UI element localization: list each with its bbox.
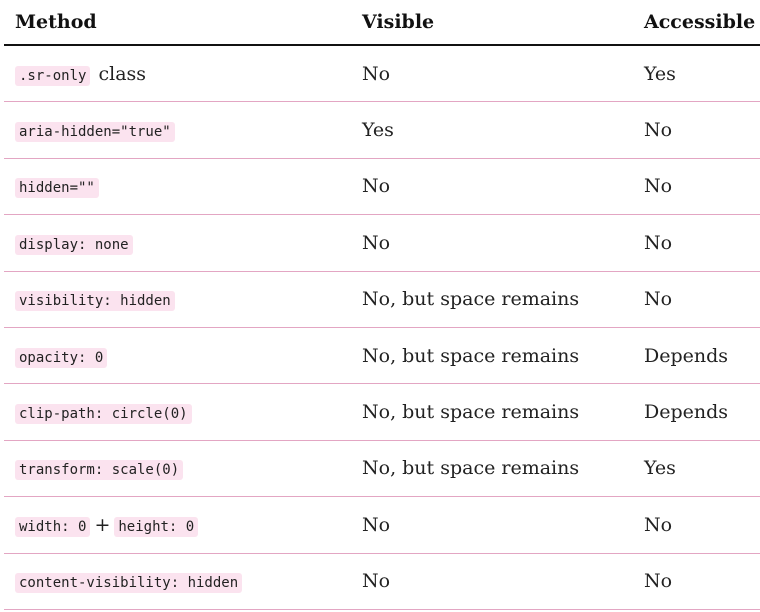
accessible-cell: Depends (644, 401, 729, 424)
method-cell (4, 232, 362, 254)
table-header (4, 0, 760, 46)
accessible-cell: Depends (644, 344, 729, 367)
method-code: .sr-only (15, 66, 90, 86)
table-row (4, 159, 760, 215)
accessible-cell: No (644, 119, 673, 142)
table-row (4, 46, 760, 102)
visible-cell: Yes (362, 119, 394, 142)
method-cell (4, 119, 362, 141)
method-cell (4, 570, 362, 592)
method-code: hidden="" (15, 178, 99, 198)
accessible-cell: No (644, 175, 673, 198)
accessible-cell: No (644, 288, 673, 311)
table-row (4, 554, 760, 610)
method-code: visibility: hidden (15, 291, 175, 311)
method-suffix: class (98, 62, 147, 85)
accessible-cell: No (644, 513, 673, 536)
comparison-table (4, 0, 760, 610)
method-joiner: + (94, 513, 111, 536)
visible-cell: No, but space remains (362, 401, 580, 424)
method-cell (4, 288, 362, 310)
method-code: clip-path: circle(0) (15, 404, 192, 424)
visible-cell: No (362, 62, 391, 85)
accessible-cell: No (644, 231, 673, 254)
method-cell (4, 457, 362, 479)
visible-cell: No, but space remains (362, 457, 580, 480)
method-code: display: none (15, 235, 133, 255)
method-code: content-visibility: hidden (15, 573, 242, 593)
method-cell (4, 514, 362, 536)
visible-cell: No, but space remains (362, 288, 580, 311)
method-cell (4, 401, 362, 423)
accessible-cell: No (644, 570, 673, 593)
method-code: width: 0 (15, 517, 90, 537)
method-cell (4, 63, 362, 85)
table-row (4, 272, 760, 328)
method-code: opacity: 0 (15, 348, 107, 368)
visible-cell: No (362, 570, 391, 593)
table-row (4, 328, 760, 384)
method-code-secondary: height: 0 (114, 517, 198, 537)
header-visible: Visible (362, 11, 435, 33)
method-cell (4, 345, 362, 367)
accessible-cell: Yes (644, 62, 676, 85)
visible-cell: No (362, 175, 391, 198)
method-code: transform: scale(0) (15, 460, 183, 480)
header-accessible: Accessible (644, 11, 756, 33)
table-row (4, 441, 760, 497)
visible-cell: No (362, 513, 391, 536)
table-row (4, 102, 760, 158)
visible-cell: No (362, 231, 391, 254)
visible-cell: No, but space remains (362, 344, 580, 367)
header-method: Method (15, 11, 97, 33)
table-row (4, 384, 760, 440)
method-code: aria-hidden="true" (15, 122, 175, 142)
table-row (4, 215, 760, 271)
accessible-cell: Yes (644, 457, 676, 480)
table-row (4, 497, 760, 553)
method-cell (4, 175, 362, 197)
